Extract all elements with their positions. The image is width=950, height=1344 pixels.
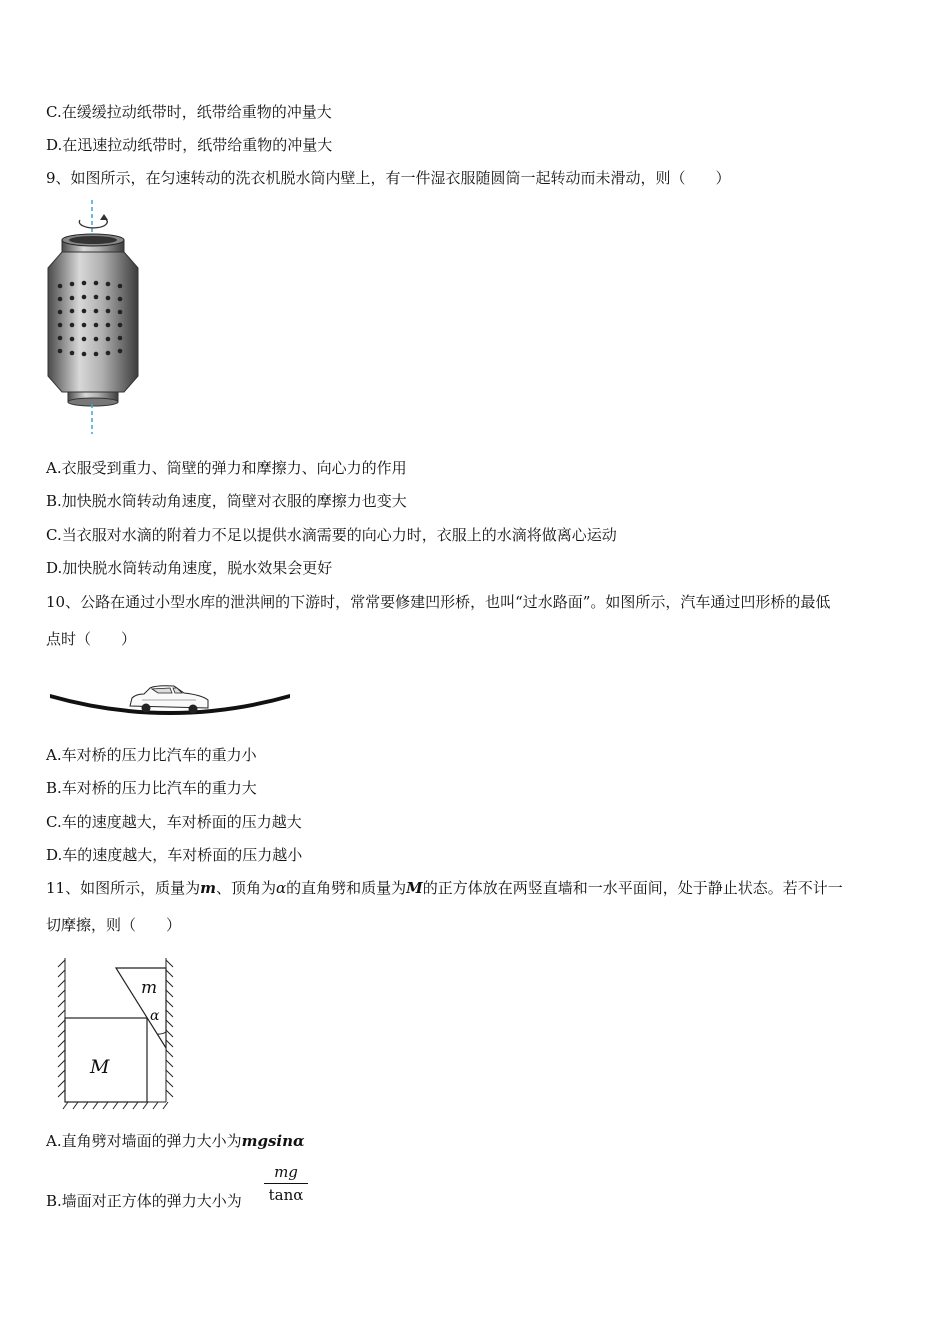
- q9-stem: 9、如图所示，在匀速转动的洗衣机脱水筒内壁上，有一件湿衣服随圆筒一起转动而未滑动，则（ ）: [46, 169, 731, 187]
- q11-stem-line2: 切摩擦，则（ ）: [46, 916, 182, 934]
- label-M: M: [90, 1056, 110, 1078]
- left-wall: [58, 958, 65, 1102]
- q10-stem-line1: 10、公路在通过小型水库的泄洪闸的下游时，常常要修建凹形桥，也叫“过水路面”。如图所示，汽车通过凹形桥的最低: [46, 593, 831, 611]
- q10-option-c: C.车的速度越大，车对桥面的压力越大: [46, 813, 302, 831]
- q10-option-b: B.车对桥的压力比汽车的重力大: [46, 779, 257, 797]
- q9-option-d: D.加快脱水筒转动角速度，脱水效果会更好: [46, 559, 333, 577]
- wedge-block-figure: [52, 952, 184, 1112]
- label-alpha: α: [150, 1008, 160, 1024]
- q9-option-a: A.衣服受到重力、筒壁的弹力和摩擦力、向心力的作用: [46, 459, 407, 477]
- q11-option-b-fraction: [264, 1163, 308, 1204]
- label-m: m: [141, 978, 158, 998]
- q8-option-c: C.在缓缓拉动纸带时，纸带给重物的冲量大: [46, 103, 332, 121]
- q10-stem-line2: 点时（ ）: [46, 630, 137, 648]
- fraction-denominator: tanα: [268, 1186, 304, 1204]
- q11-stem-line1: 11、如图所示，质量为m、顶角为α的直角劈和质量为M的正方体放在两竖直墙和一水平面间，处于静止状态。若不计一: [46, 879, 843, 897]
- floor: [63, 1102, 168, 1109]
- washing-machine-drum-figure: [40, 198, 150, 438]
- q10-option-d: D.车的速度越大，车对桥面的压力越小: [46, 846, 303, 864]
- fraction-numerator: mg: [264, 1163, 308, 1184]
- q9-option-c: C.当衣服对水滴的附着力不足以提供水滴需要的向心力时，衣服上的水滴将做离心运动: [46, 526, 617, 544]
- concave-bridge-figure: [46, 676, 294, 724]
- q9-option-b: B.加快脱水筒转动角速度，筒壁对衣服的摩擦力也变大: [46, 492, 407, 510]
- q10-option-a: A.车对桥的压力比汽车的重力小: [46, 746, 257, 764]
- right-wall: [166, 958, 173, 1102]
- car-icon: [130, 686, 208, 714]
- q8-option-d: D.在迅速拉动纸带时，纸带给重物的冲量大: [46, 136, 333, 154]
- q11-option-b-text: B.墙面对正方体的弹力大小为: [46, 1192, 242, 1210]
- q11-option-a: A.直角劈对墙面的弹力大小为mgsinα: [46, 1132, 305, 1150]
